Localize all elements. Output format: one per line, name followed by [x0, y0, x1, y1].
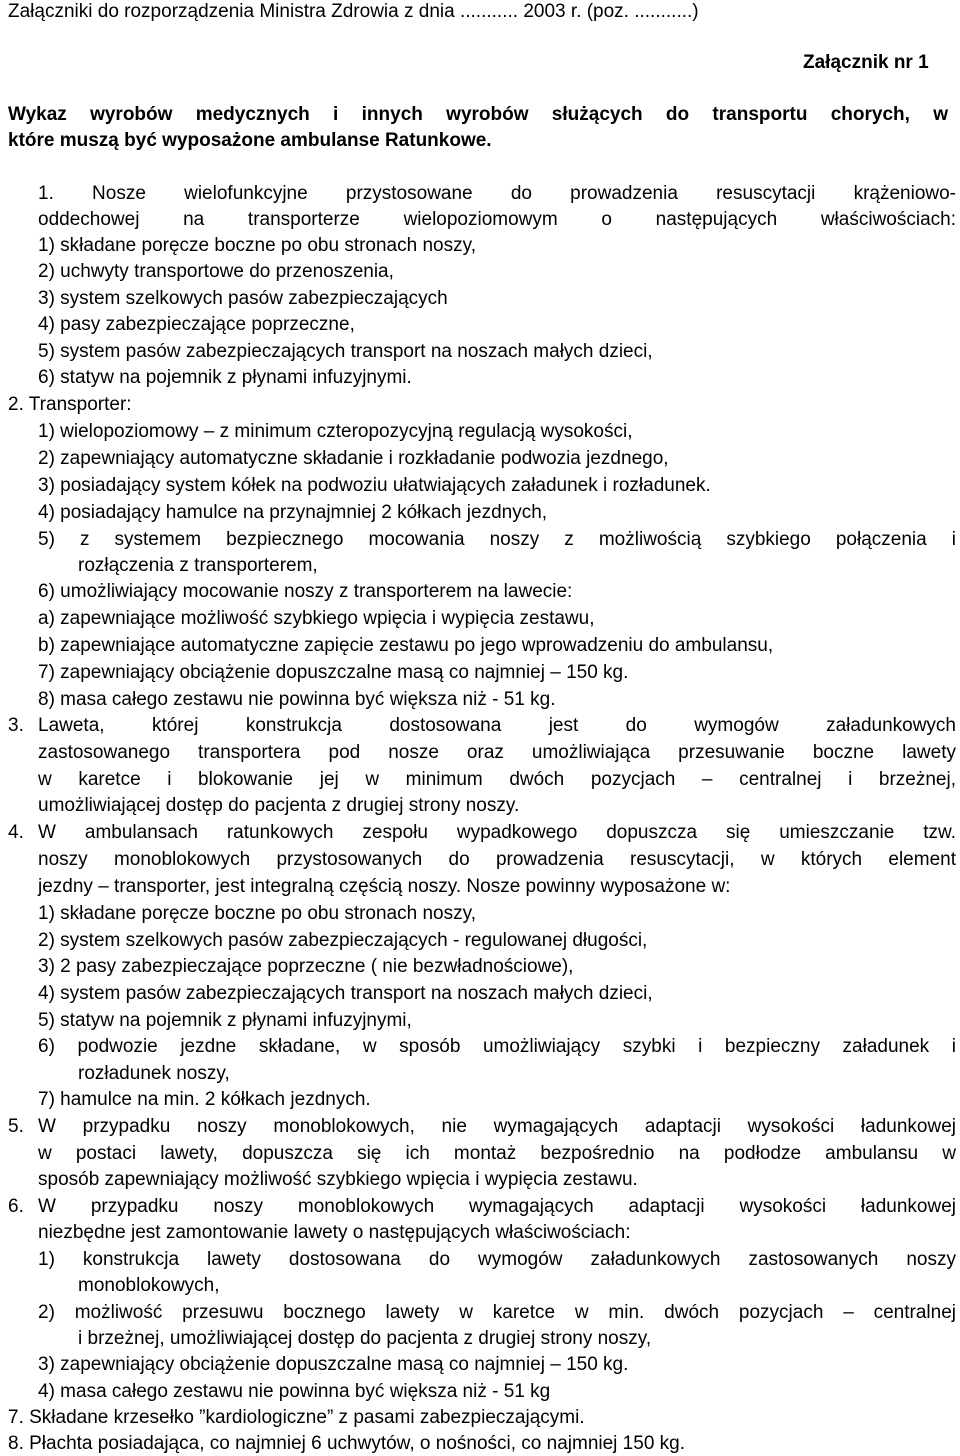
- s2-item: 8) masa całego zestawu nie powinna być większa niż - 51 kg.: [38, 689, 556, 710]
- s6-item: 4) masa całego zestawu nie powinna być większa niż - 51 kg: [38, 1381, 551, 1402]
- s6-item: 2) możliwość przesuwu bocznego lawety w karetce w min. dwóch pozycjach – centralnej: [38, 1302, 956, 1323]
- s1-item: 5) system pasów zabezpieczających transport na noszach małych dzieci,: [38, 341, 653, 362]
- s4-line: jezdny – transporter, jest integralną częścią noszy. Nosze powinny wyposażone w:: [38, 876, 731, 897]
- s6-item-cont: i brzeżnej, umożliwiającej dostęp do pacjenta z drugiej strony noszy,: [78, 1328, 652, 1349]
- s2-item: 5) z systemem bezpiecznego mocowania noszy z możliwością szybkiego połączenia i: [38, 529, 956, 550]
- s1-item: 6) statyw na pojemnik z płynami infuzyjnymi.: [38, 367, 412, 388]
- annex-number: Załącznik nr 1: [803, 52, 929, 73]
- s4-line: W ambulansach ratunkowych zespołu wypadkowego dopuszcza się umieszczanie tzw.: [38, 822, 956, 843]
- s5-line: sposób zapewniający możliwość szybkiego wpięcia i wypięcia zestawu.: [38, 1169, 638, 1190]
- s4-item: 1) składane poręcze boczne po obu stronach noszy,: [38, 903, 476, 924]
- s2-item: 2) zapewniający automatyczne składanie i rozkładanie podwozia jezdnego,: [38, 448, 669, 469]
- s1-line-1: 1. Nosze wielofunkcyjne przystosowane do prowadzenia resuscytacji krążeniowo-: [38, 183, 956, 204]
- s2-item: 6) umożliwiający mocowanie noszy z transporterem na lawecie:: [38, 581, 573, 602]
- s6-line: niezbędne jest zamontowanie lawety o następujących właściwościach:: [38, 1222, 631, 1243]
- s4-item: 3) 2 pasy zabezpieczające poprzeczne ( nie bezwładnościowe),: [38, 956, 574, 977]
- s2-item-cont: rozłączenia z transporterem,: [78, 555, 318, 576]
- s4-item: 6) podwozie jezdne składane, w sposób umożliwiający szybki i bezpieczny załadunek i: [38, 1036, 956, 1057]
- s1-line-2: oddechowej na transporterze wielopoziomowym o następujących właściwościach:: [38, 209, 956, 230]
- s2-heading: 2. Transporter:: [8, 394, 132, 415]
- s5-number: 5.: [8, 1116, 24, 1137]
- s1-item: 1) składane poręcze boczne po obu stronach noszy,: [38, 235, 476, 256]
- s4-item-cont: rozładunek noszy,: [78, 1063, 230, 1084]
- s4-number: 4.: [8, 822, 24, 843]
- s2-subitem: a) zapewniające możliwość szybkiego wpięcia i wypięcia zestawu,: [38, 608, 595, 629]
- s6-item: 1) konstrukcja lawety dostosowana do wymogów załadunkowych zastosowanych noszy: [38, 1249, 956, 1270]
- s3-line: Laweta, której konstrukcja dostosowana jest do wymogów załadunkowych: [38, 715, 956, 736]
- s3-line: umożliwiającej dostęp do pacjenta z drugiej strony noszy.: [38, 795, 520, 816]
- s4-item: 5) statyw na pojemnik z płynami infuzyjnymi,: [38, 1010, 412, 1031]
- s8-line: 8. Płachta posiadająca, co najmniej 6 uchwytów, o nośności, co najmniej 150 kg.: [8, 1433, 686, 1454]
- s4-item: 2) system szelkowych pasów zabezpieczających - regulowanej długości,: [38, 930, 648, 951]
- s4-item: 4) system pasów zabezpieczających transport na noszach małych dzieci,: [38, 983, 653, 1004]
- s7-line: 7. Składane krzesełko ”kardiologiczne” z pasami zabezpieczającymi.: [8, 1407, 585, 1428]
- s3-number: 3.: [8, 715, 24, 736]
- s6-line: W przypadku noszy monoblokowych wymagających adaptacji wysokości ładunkowej: [38, 1196, 956, 1217]
- title-line-2: które muszą być wyposażone ambulanse Ratunkowe.: [8, 130, 492, 151]
- s3-line: zastosowanego transportera pod nosze oraz umożliwiająca przesuwanie boczne lawety: [38, 742, 956, 763]
- top-note: Załączniki do rozporządzenia Ministra Zdrowia z dnia ........... 2003 r. (poz. ...........): [8, 1, 699, 22]
- s5-line: W przypadku noszy monoblokowych, nie wymagających adaptacji wysokości ładunkowej: [38, 1116, 956, 1137]
- s5-line: w postaci lawety, dopuszcza się ich montaż bezpośrednio na podłodze ambulansu w: [38, 1143, 956, 1164]
- s2-item: 4) posiadający hamulce na przynajmniej 2 kółkach jezdnych,: [38, 502, 548, 523]
- s2-item: 1) wielopoziomowy – z minimum czteropozycyjną regulacją wysokości,: [38, 421, 633, 442]
- s1-item: 2) uchwyty transportowe do przenoszenia,: [38, 261, 394, 282]
- s6-item: 3) zapewniający obciążenie dopuszczalne masą co najmniej – 150 kg.: [38, 1354, 629, 1375]
- s2-item: 7) zapewniający obciążenie dopuszczalne masą co najmniej – 150 kg.: [38, 662, 629, 683]
- s1-item: 4) pasy zabezpieczające poprzeczne,: [38, 314, 355, 335]
- s2-subitem: b) zapewniające automatyczne zapięcie zestawu po jego wprowadzeniu do ambulansu,: [38, 635, 774, 656]
- s6-item-cont: monoblokowych,: [78, 1275, 220, 1296]
- title-line-1: Wykaz wyrobów medycznych i innych wyrobów służących do transportu chorych, w: [8, 104, 948, 125]
- s2-item: 3) posiadający system kółek na podwoziu ułatwiających załadunek i rozładunek.: [38, 475, 711, 496]
- s1-item: 3) system szelkowych pasów zabezpieczających: [38, 288, 448, 309]
- s6-number: 6.: [8, 1196, 24, 1217]
- s4-line: noszy monoblokowych przystosowanych do prowadzenia resuscytacji, w których element: [38, 849, 956, 870]
- s4-item: 7) hamulce na min. 2 kółkach jezdnych.: [38, 1089, 371, 1110]
- s3-line: w karetce i blokowanie jej w minimum dwóch pozycjach – centralnej i brzeżnej,: [38, 769, 956, 790]
